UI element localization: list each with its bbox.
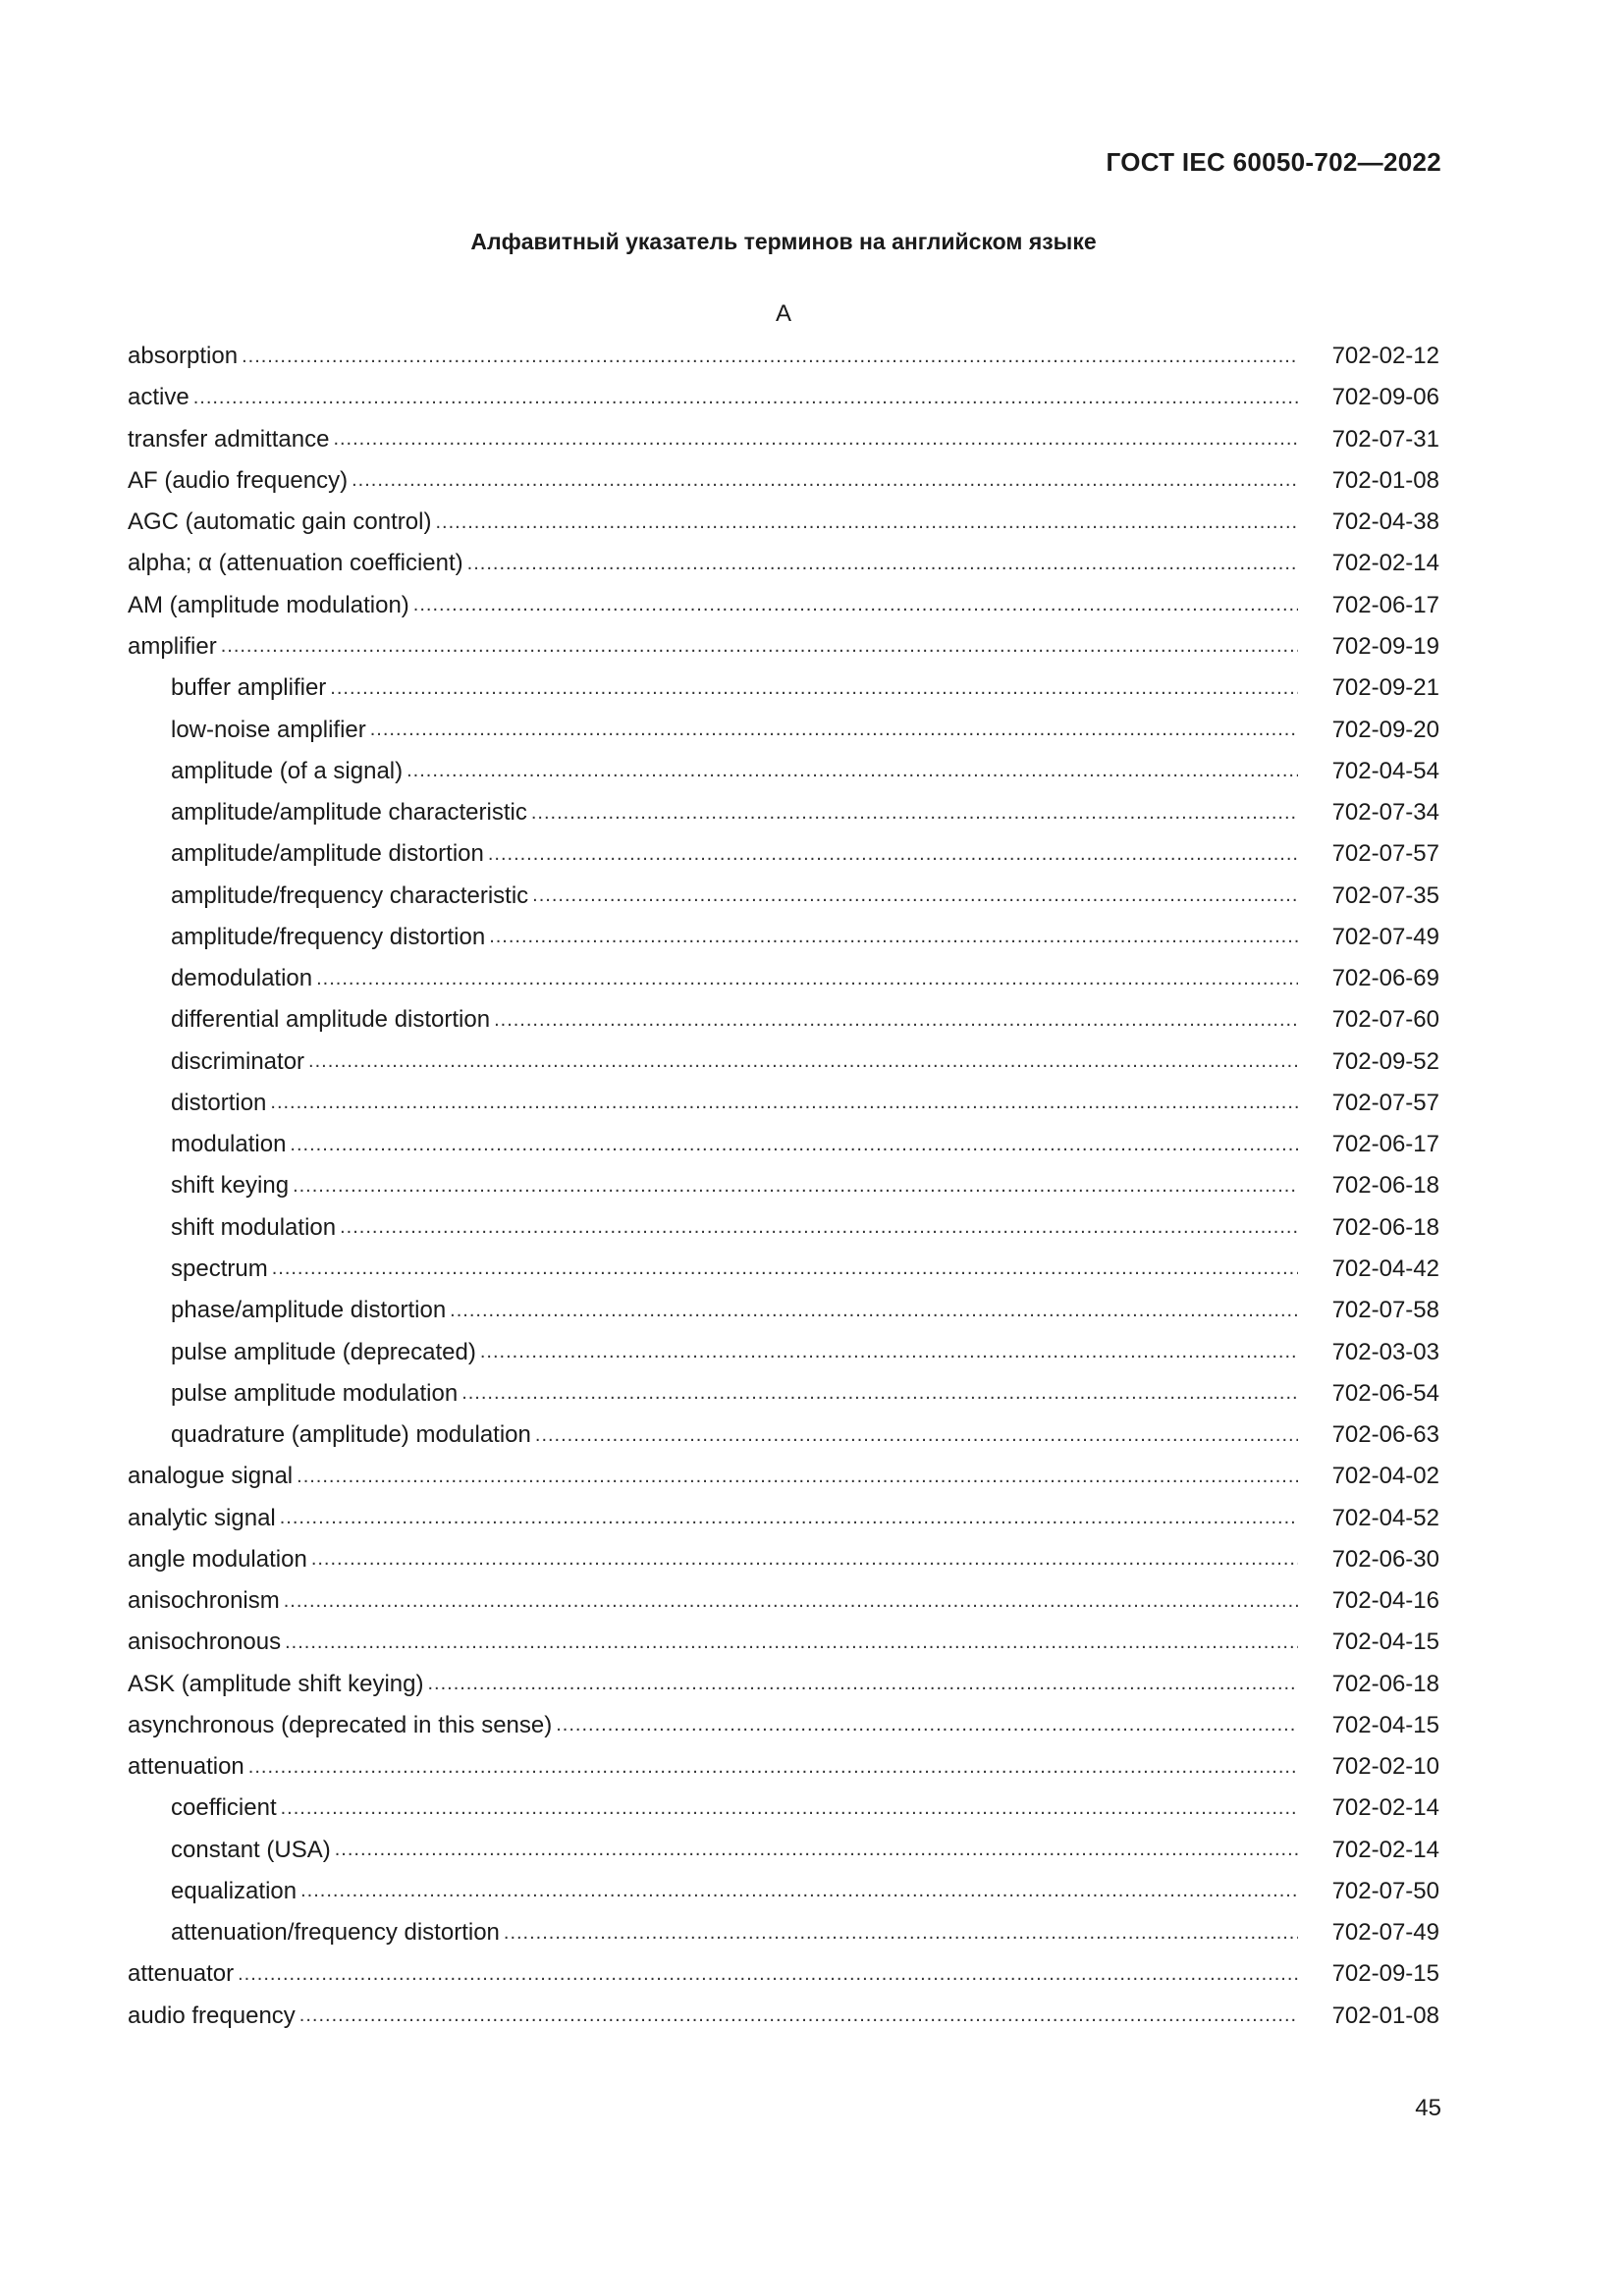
index-term: active [128, 384, 189, 411]
index-reference-number: 702-04-16 [1331, 1587, 1439, 1615]
index-subentry [128, 999, 1439, 1041]
index-reference-number: 702-03-03 [1331, 1338, 1439, 1365]
dot-leader [272, 1257, 1298, 1280]
index-term: pulse amplitude (deprecated) [171, 1338, 476, 1365]
index-entry [128, 1497, 1439, 1538]
index-entry [128, 460, 1439, 502]
index-reference-number: 702-04-52 [1331, 1504, 1439, 1531]
index-term: ASK (amplitude shift keying) [128, 1670, 424, 1697]
index-term: analogue signal [128, 1463, 294, 1490]
dot-leader [297, 1466, 1298, 1488]
index-reference-number: 702-02-14 [1331, 1836, 1439, 1863]
index-reference-number: 702-07-35 [1331, 881, 1439, 909]
index-reference-number: 702-02-14 [1331, 1794, 1439, 1822]
dot-leader [293, 1175, 1298, 1198]
index-reference-number: 702-07-34 [1331, 799, 1439, 827]
index-reference-number: 702-07-58 [1331, 1297, 1439, 1324]
index-term: anisochronous [128, 1629, 282, 1656]
index-term: amplitude/frequency distortion [171, 923, 486, 950]
dot-leader [370, 719, 1298, 741]
index-term: amplitude (of a signal) [171, 757, 404, 784]
index-subentry [128, 667, 1439, 709]
dot-leader [193, 387, 1298, 409]
dot-leader [333, 428, 1298, 451]
dot-leader [311, 1548, 1298, 1571]
index-term: transfer admittance [128, 425, 330, 453]
index-term: constant (USA) [171, 1836, 331, 1863]
index-reference-number: 702-07-49 [1331, 1919, 1439, 1947]
index-subentry [128, 917, 1439, 958]
dot-leader [280, 1507, 1298, 1529]
index-subentry [128, 1083, 1439, 1124]
index-subentry [128, 1373, 1439, 1415]
index-entry [128, 1456, 1439, 1497]
index-term: shift keying [171, 1172, 290, 1200]
dot-leader [270, 1092, 1298, 1114]
index-subentry [128, 1290, 1439, 1331]
index-entry [128, 1705, 1439, 1746]
index-reference-number: 702-06-17 [1331, 591, 1439, 618]
index-entry [128, 377, 1439, 418]
index-term: attenuation [128, 1753, 244, 1781]
index-reference-number: 702-04-15 [1331, 1711, 1439, 1738]
index-term: attenuator [128, 1960, 235, 1988]
dot-leader [242, 346, 1298, 368]
dot-leader [238, 1963, 1298, 1986]
index-term: asynchronous (deprecated in this sense) [128, 1711, 553, 1738]
index-term: amplitude/amplitude characteristic [171, 799, 527, 827]
dot-leader [556, 1714, 1298, 1736]
dot-leader [531, 802, 1298, 825]
index-entry [128, 336, 1439, 377]
dot-leader [281, 1797, 1298, 1820]
index-title: Алфавитный указатель терминов на английском языке [470, 229, 1097, 254]
index-term: distortion [171, 1089, 267, 1116]
dot-leader [406, 760, 1298, 782]
index-reference-number: 702-09-19 [1331, 632, 1439, 660]
index-reference-number: 702-06-18 [1331, 1213, 1439, 1241]
index-subentry [128, 1041, 1439, 1083]
index-subentry [128, 833, 1439, 875]
index-term: audio frequency [128, 2002, 296, 2029]
index-reference-number: 702-09-06 [1331, 384, 1439, 411]
dot-leader [300, 1880, 1298, 1902]
index-subentry [128, 709, 1439, 750]
dot-leader [335, 1839, 1298, 1861]
index-reference-number: 702-01-08 [1331, 2002, 1439, 2029]
index-reference-number: 702-06-63 [1331, 1421, 1439, 1449]
dot-leader [316, 968, 1298, 990]
dot-leader [535, 1424, 1298, 1447]
index-term: spectrum [171, 1255, 268, 1282]
index-reference-number: 702-04-54 [1331, 757, 1439, 784]
index-subentry [128, 1207, 1439, 1249]
index-reference-number: 702-09-21 [1331, 674, 1439, 702]
index-subentry [128, 1912, 1439, 1953]
index-subentry [128, 875, 1439, 916]
dot-leader [340, 1216, 1298, 1239]
index-term: modulation [171, 1131, 287, 1158]
index-term: discriminator [171, 1047, 305, 1075]
index-term: amplitude/amplitude distortion [171, 840, 484, 868]
dot-leader [352, 469, 1298, 492]
dot-leader [413, 594, 1298, 616]
index-term: quadrature (amplitude) modulation [171, 1421, 531, 1449]
dot-leader [221, 635, 1298, 658]
index-reference-number: 702-07-31 [1331, 425, 1439, 453]
index-term: alpha; α (attenuation coefficient) [128, 550, 463, 577]
index-entry [128, 1996, 1439, 2037]
dot-leader [480, 1341, 1298, 1363]
index-reference-number: 702-04-15 [1331, 1629, 1439, 1656]
index-subentry [128, 1788, 1439, 1829]
index-term: attenuation/frequency distortion [171, 1919, 500, 1947]
index-entry-list [128, 336, 1439, 2037]
index-subentry [128, 751, 1439, 792]
index-reference-number: 702-04-38 [1331, 508, 1439, 536]
index-entry [128, 1953, 1439, 1995]
index-reference-number: 702-02-14 [1331, 550, 1439, 577]
index-entry [128, 585, 1439, 626]
index-reference-number: 702-01-08 [1331, 466, 1439, 494]
index-entry [128, 1539, 1439, 1580]
index-reference-number: 702-09-15 [1331, 1960, 1439, 1988]
index-subentry [128, 1871, 1439, 1912]
index-subentry [128, 958, 1439, 999]
index-term: absorption [128, 343, 239, 370]
index-reference-number: 702-02-10 [1331, 1753, 1439, 1781]
index-term: equalization [171, 1877, 298, 1904]
index-reference-number: 702-09-52 [1331, 1047, 1439, 1075]
index-reference-number: 702-06-17 [1331, 1131, 1439, 1158]
index-term: demodulation [171, 965, 313, 992]
index-entry [128, 502, 1439, 543]
index-term: angle modulation [128, 1545, 307, 1573]
index-entry [128, 1664, 1439, 1705]
index-reference-number: 702-06-18 [1331, 1670, 1439, 1697]
index-entry [128, 419, 1439, 460]
index-reference-number: 702-06-18 [1331, 1172, 1439, 1200]
index-term: anisochronism [128, 1587, 280, 1615]
index-subentry [128, 1830, 1439, 1871]
index-term: AM (amplitude modulation) [128, 591, 409, 618]
dot-leader [467, 553, 1298, 575]
index-entry [128, 1746, 1439, 1788]
index-reference-number: 702-07-60 [1331, 1006, 1439, 1034]
index-term: amplifier [128, 632, 217, 660]
dot-leader [248, 1756, 1298, 1779]
index-reference-number: 702-04-42 [1331, 1255, 1439, 1282]
dot-leader [284, 1590, 1298, 1613]
index-entry [128, 1580, 1439, 1622]
index-term: AF (audio frequency) [128, 466, 349, 494]
dot-leader [427, 1673, 1298, 1695]
dot-leader [489, 926, 1298, 948]
index-subentry [128, 1331, 1439, 1372]
index-term: AGC (automatic gain control) [128, 508, 432, 536]
index-term: pulse amplitude modulation [171, 1379, 459, 1407]
dot-leader [488, 843, 1298, 866]
document-code: ГОСТ IEC 60050-702—2022 [1106, 147, 1441, 177]
index-term: shift modulation [171, 1213, 337, 1241]
index-reference-number: 702-06-69 [1331, 965, 1439, 992]
index-term: low-noise amplifier [171, 716, 366, 743]
index-reference-number: 702-07-57 [1331, 1089, 1439, 1116]
dot-leader [330, 677, 1298, 700]
dot-leader [450, 1300, 1298, 1322]
index-reference-number: 702-07-57 [1331, 840, 1439, 868]
dot-leader [461, 1382, 1298, 1405]
index-reference-number: 702-07-49 [1331, 923, 1439, 950]
index-reference-number: 702-02-12 [1331, 343, 1439, 370]
index-term: coefficient [171, 1794, 277, 1822]
index-term: buffer amplifier [171, 674, 327, 702]
dot-leader [435, 511, 1298, 534]
page-number: 45 [1415, 2095, 1441, 2121]
index-reference-number: 702-04-02 [1331, 1463, 1439, 1490]
index-entry [128, 1622, 1439, 1663]
index-subentry [128, 1415, 1439, 1456]
index-subentry [128, 1165, 1439, 1206]
index-reference-number: 702-07-50 [1331, 1877, 1439, 1904]
index-subentry [128, 1249, 1439, 1290]
index-reference-number: 702-06-54 [1331, 1379, 1439, 1407]
index-entry [128, 543, 1439, 584]
dot-leader [299, 2004, 1298, 2027]
dot-leader [532, 884, 1298, 907]
index-entry [128, 626, 1439, 667]
index-reference-number: 702-06-30 [1331, 1545, 1439, 1573]
index-term: differential amplitude distortion [171, 1006, 491, 1034]
index-reference-number: 702-09-20 [1331, 716, 1439, 743]
dot-leader [504, 1922, 1298, 1945]
index-subentry [128, 792, 1439, 833]
dot-leader [494, 1009, 1298, 1032]
dot-leader [290, 1134, 1298, 1156]
index-letter-heading: А [775, 300, 791, 327]
index-term: amplitude/frequency characteristic [171, 881, 529, 909]
index-term: phase/amplitude distortion [171, 1297, 447, 1324]
dot-leader [308, 1050, 1298, 1073]
index-term: analytic signal [128, 1504, 276, 1531]
index-subentry [128, 1124, 1439, 1165]
dot-leader [285, 1631, 1298, 1654]
